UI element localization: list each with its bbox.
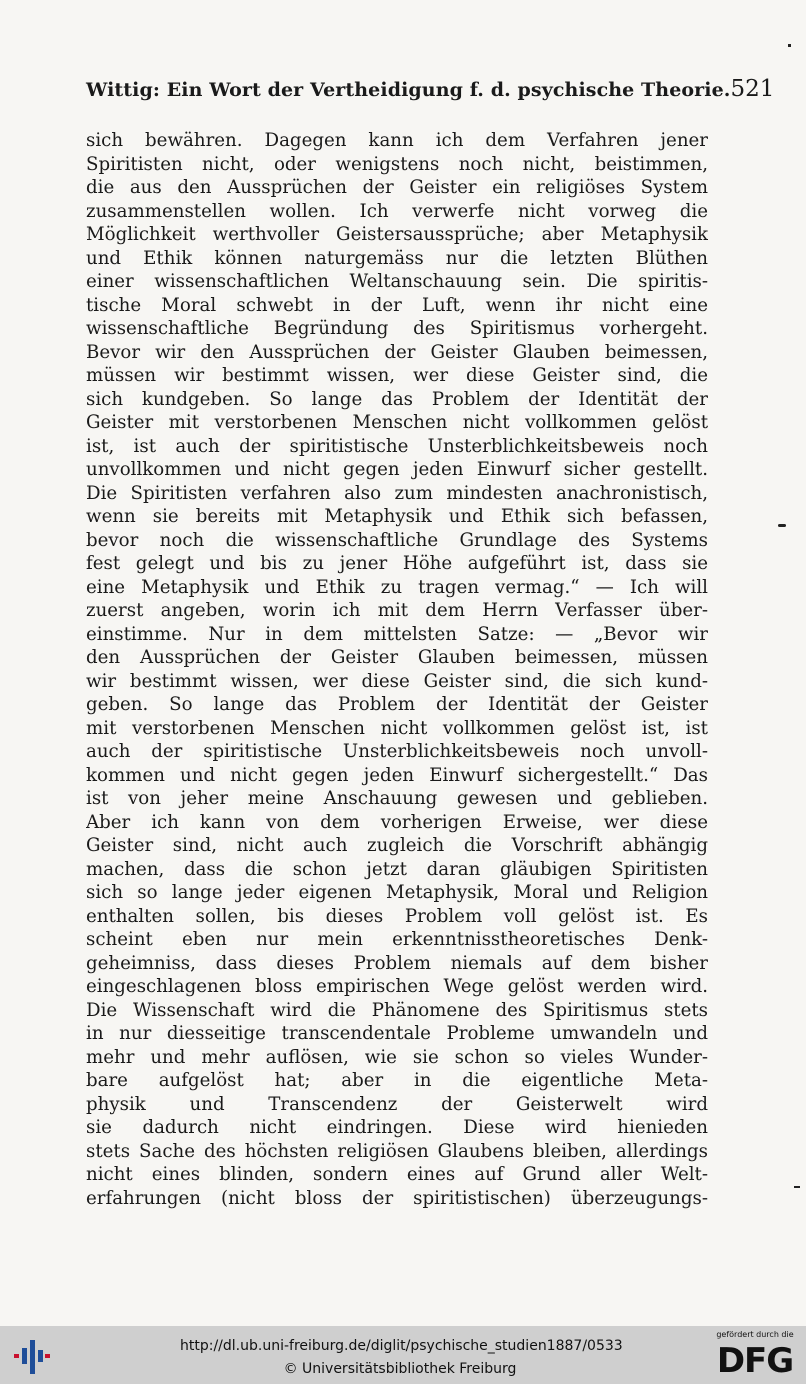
dfg-logo (712, 1330, 798, 1382)
text-line: zusammenstellen wollen. Ich verwerfe nicht vorweg die (86, 200, 708, 222)
text-line: und Ethik können naturgemäss nur die letzten Blüthen (86, 247, 708, 269)
text-line: physik und Transcendenz der Geisterwelt wird (86, 1093, 708, 1115)
text-line: Die Spiritisten verfahren also zum mindesten anachronistisch, (86, 482, 708, 504)
text-line: Bevor wir den Aussprüchen der Geister Glauben beimessen, (86, 341, 708, 363)
source-url-link[interactable]: http://dl.ub.uni-freiburg.de/diglit/psychische_studien1887/0533 (180, 1338, 623, 1354)
text-line: Geister mit verstorbenen Menschen nicht vollkommen gelöst (86, 412, 708, 433)
text-line: müssen wir bestimmt wissen, wer diese Geister sind, die (86, 365, 708, 386)
text-line: Möglichkeit werthvoller Geistersaussprüche; aber Metaphysik (86, 224, 708, 245)
text-line: ist von jeher meine Anschauung gewesen und geblieben. (86, 788, 708, 809)
text-line: Aber ich kann von dem vorherigen Erweise, wer diese (86, 811, 708, 833)
text-line: den Aussprüchen der Geister Glauben beimessen, müssen (86, 647, 708, 668)
text-line: stets Sache des höchsten religiösen Glaubens bleiben, allerdings (86, 1140, 708, 1162)
copyright-notice: © Universitätsbibliothek Freiburg (283, 1361, 517, 1377)
body-text (86, 129, 708, 1210)
text-line: mit verstorbenen Menschen nicht vollkommen gelöst ist, ist (86, 717, 708, 739)
text-line: wenn sie bereits mit Metaphysik und Ethik sich befassen, (86, 506, 708, 527)
text-line: sich kundgeben. So lange das Problem der Identität der (86, 388, 708, 410)
text-line: auch der spiritistische Unsterblichkeitsbeweis noch unvoll- (86, 741, 708, 762)
text-line: geben. So lange das Problem der Identität der Geister (86, 694, 708, 715)
page-number: 521 (730, 76, 775, 102)
text-line: eingeschlagenen bloss empirischen Wege gelöst werden wird. (86, 976, 708, 997)
text-line: scheint eben nur mein erkenntnisstheoretisches Denk- (86, 929, 708, 950)
text-line: fest gelegt und bis zu jener Höhe aufgeführt ist, dass sie (86, 553, 708, 574)
header-title: Wittig: Ein Wort der Vertheidigung f. d. psychische Theorie. (86, 79, 731, 101)
text-line: sich so lange jeder eigenen Metaphysik, Moral und Religion (86, 882, 708, 903)
running-header (86, 76, 775, 110)
text-line: machen, dass die schon jetzt daran gläubigen Spiritisten (86, 858, 708, 880)
text-line: sie dadurch nicht eindringen. Diese wird hienieden (86, 1117, 708, 1138)
text-line: in nur diesseitige transcendentale Probleme umwandeln und (86, 1023, 708, 1044)
margin-mark (794, 1186, 800, 1188)
text-line: tische Moral schwebt in der Luft, wenn ihr nicht eine (86, 294, 708, 316)
text-line: nicht eines blinden, sondern eines auf Grund aller Welt- (86, 1164, 708, 1185)
text-line: mehr und mehr auflösen, wie sie schon so vieles Wunder- (86, 1046, 708, 1068)
footer-bar (0, 1326, 806, 1384)
text-line: Spiritisten nicht, oder wenigstens noch nicht, beistimmen, (86, 153, 708, 175)
text-line: geheimniss, dass dieses Problem niemals auf dem bisher (86, 952, 708, 974)
text-line: einer wissenschaftlichen Weltanschauung sein. Die spiritis- (86, 271, 708, 292)
text-line: Die Wissenschaft wird die Phänomene des Spiritismus stets (86, 999, 708, 1021)
text-line: die aus den Aussprüchen der Geister ein religiöses System (86, 177, 708, 198)
text-line: enthalten sollen, bis dieses Problem voll gelöst ist. Es (86, 905, 708, 927)
text-line: ist, ist auch der spiritistische Unsterblichkeitsbeweis noch (86, 435, 708, 457)
text-line: zuerst angeben, worin ich mit dem Herrn Verfasser über- (86, 600, 708, 621)
margin-mark (778, 524, 786, 527)
text-line: wissenschaftliche Begründung des Spiritismus vorhergeht. (86, 318, 708, 339)
text-line: wir bestimmt wissen, wer diese Geister sind, die sich kund- (86, 670, 708, 692)
text-line: unvollkommen und nicht gegen jeden Einwurf sicher gestellt. (86, 459, 708, 480)
ub-freiburg-logo-icon (12, 1336, 52, 1376)
text-line: bare aufgelöst hat; aber in die eigentliche Meta- (86, 1070, 708, 1091)
margin-mark (788, 44, 791, 47)
text-line: bevor noch die wissenschaftliche Grundlage des Systems (86, 529, 708, 551)
text-line: erfahrungen (nicht bloss der spiritistischen) überzeugungs- (86, 1187, 708, 1209)
text-line: einstimme. Nur in dem mittelsten Satze: — „Bevor wir (86, 623, 708, 645)
text-line: kommen und nicht gegen jeden Einwurf sichergestellt.“ Das (86, 764, 708, 786)
text-line: Geister sind, nicht auch zugleich die Vorschrift abhängig (86, 835, 708, 856)
text-line: eine Metaphysik und Ethik zu tragen vermag.“ — Ich will (86, 576, 708, 598)
dfg-logo-icon: DFG (716, 1341, 794, 1381)
dfg-caption: gefördert durch die (716, 1330, 794, 1339)
text-line: sich bewähren. Dagegen kann ich dem Verfahren jener (86, 130, 708, 151)
